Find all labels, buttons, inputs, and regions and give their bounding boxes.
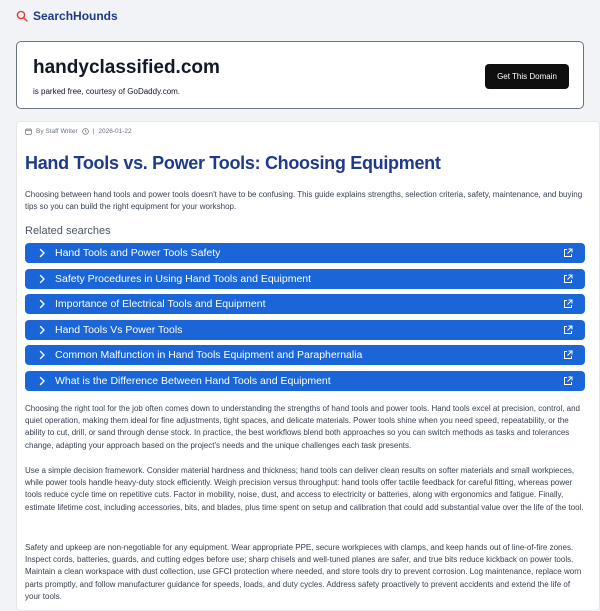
- related-search-label: Importance of Electrical Tools and Equipment: [55, 298, 266, 310]
- external-link-icon: [563, 350, 573, 360]
- article-intro: Choosing between hand tools and power tools doesn't have to be confusing. This guide explains strengths, selection criteria, safety, maintenance, and buying tips so you can build the right equipment for your workshop.: [25, 190, 583, 211]
- search-icon: [16, 10, 28, 22]
- article-paragraph: Use a simple decision framework. Consider material hardness and thickness; hand tools can deliver clean results on softer materials and small workpieces, while power tools handle heavy-duty stock efficiently. Weigh precision versus throughput: hand tools offer tactile feedback for careful fitting, whereas power tools reduce cycle time on repetitive cuts. Factor in mobility, noise, dust, and access to electricity or batteries, along with ergonomics and fatigue. Finally, estimate lifetime cost, including accessories, bits, and blades, plus time spent on setup and calibration that could add substantial value over the life of the tool.: [25, 466, 584, 512]
- domain-card: [16, 41, 584, 109]
- related-search-item[interactable]: [25, 269, 585, 289]
- external-link-icon: [563, 248, 573, 258]
- chevron-right-icon: [37, 350, 47, 360]
- external-link-icon: [563, 325, 573, 335]
- chevron-right-icon: [37, 274, 47, 284]
- external-link-icon: [563, 299, 573, 309]
- related-search-item[interactable]: [25, 345, 585, 365]
- external-link-icon: [563, 274, 573, 284]
- related-search-label: Hand Tools and Power Tools Safety: [55, 247, 221, 259]
- external-link-icon: [563, 376, 573, 386]
- related-searches-label: Related searches: [25, 225, 111, 237]
- chevron-right-icon: [37, 325, 47, 335]
- article-paragraph: Choosing the right tool for the job often comes down to understanding the strengths of hand tools and power tools. Hand tools excel at precision, control, and quiet operation, making them ideal for fine adjustments, tight spaces, and delicate materials. Power tools shine when you need speed, repeatability, or the ability to cut, drill, or sand through dense stock. In practice, the best workflows blend both approaches so you can switch methods as tasks and tolerances change, adapting your approach based on the project's needs and the unique challenges each task presents.: [25, 404, 581, 450]
- get-domain-button[interactable]: Get This Domain: [485, 64, 569, 89]
- chevron-right-icon: [37, 299, 47, 309]
- brand-name: SearchHounds: [33, 9, 118, 23]
- related-search-item[interactable]: [25, 320, 585, 340]
- related-search-label: What is the Difference Between Hand Tools and Equipment: [55, 374, 331, 387]
- related-search-item[interactable]: [25, 371, 585, 391]
- brand-logo[interactable]: [16, 9, 118, 23]
- clock-icon: [82, 128, 89, 135]
- publish-date: 2026-01-22: [98, 128, 132, 135]
- related-search-label: Common Malfunction in Hand Tools Equipment and Paraphernalia: [55, 349, 363, 361]
- related-search-label: Safety Procedures in Using Hand Tools and Equipment: [55, 272, 312, 285]
- domain-subtitle: is parked free, courtesy of GoDaddy.com.: [33, 87, 181, 96]
- calendar-icon: [25, 128, 32, 135]
- article-card: [16, 121, 600, 611]
- related-search-label: Hand Tools Vs Power Tools: [55, 323, 183, 336]
- domain-name: handyclassified.com: [33, 57, 220, 78]
- article-paragraph: Safety and upkeep are non-negotiable for any equipment. Wear appropriate PPE, secure workpieces with clamps, and keep hands out of line-of-fire zones. Inspect cords, batteries, guards, and cutting edges before use; sharp chisels and well-tuned planes are safer, and true bits reduce kickback on power tools. Maintain a clean workspace with dust collection, use GFCI protection where needed, and store tools dry to prevent corrosion. Log maintenance, replace worn parts promptly, and follow manufacturer guidance for speeds, loads, and duty cycles. Address safety proactively to prevent accidents and extend the life of your tools.: [25, 543, 582, 601]
- related-search-item[interactable]: [25, 294, 585, 314]
- author: By Staff Writer: [36, 128, 78, 135]
- article-meta: [25, 128, 132, 135]
- top-bar: [0, 0, 600, 32]
- related-search-item[interactable]: [25, 243, 585, 263]
- chevron-right-icon: [37, 376, 47, 386]
- related-searches-list: [25, 243, 585, 396]
- article-title: Hand Tools vs. Power Tools: Choosing Equipment: [25, 153, 441, 173]
- chevron-right-icon: [37, 248, 47, 258]
- meta-separator: |: [92, 128, 95, 135]
